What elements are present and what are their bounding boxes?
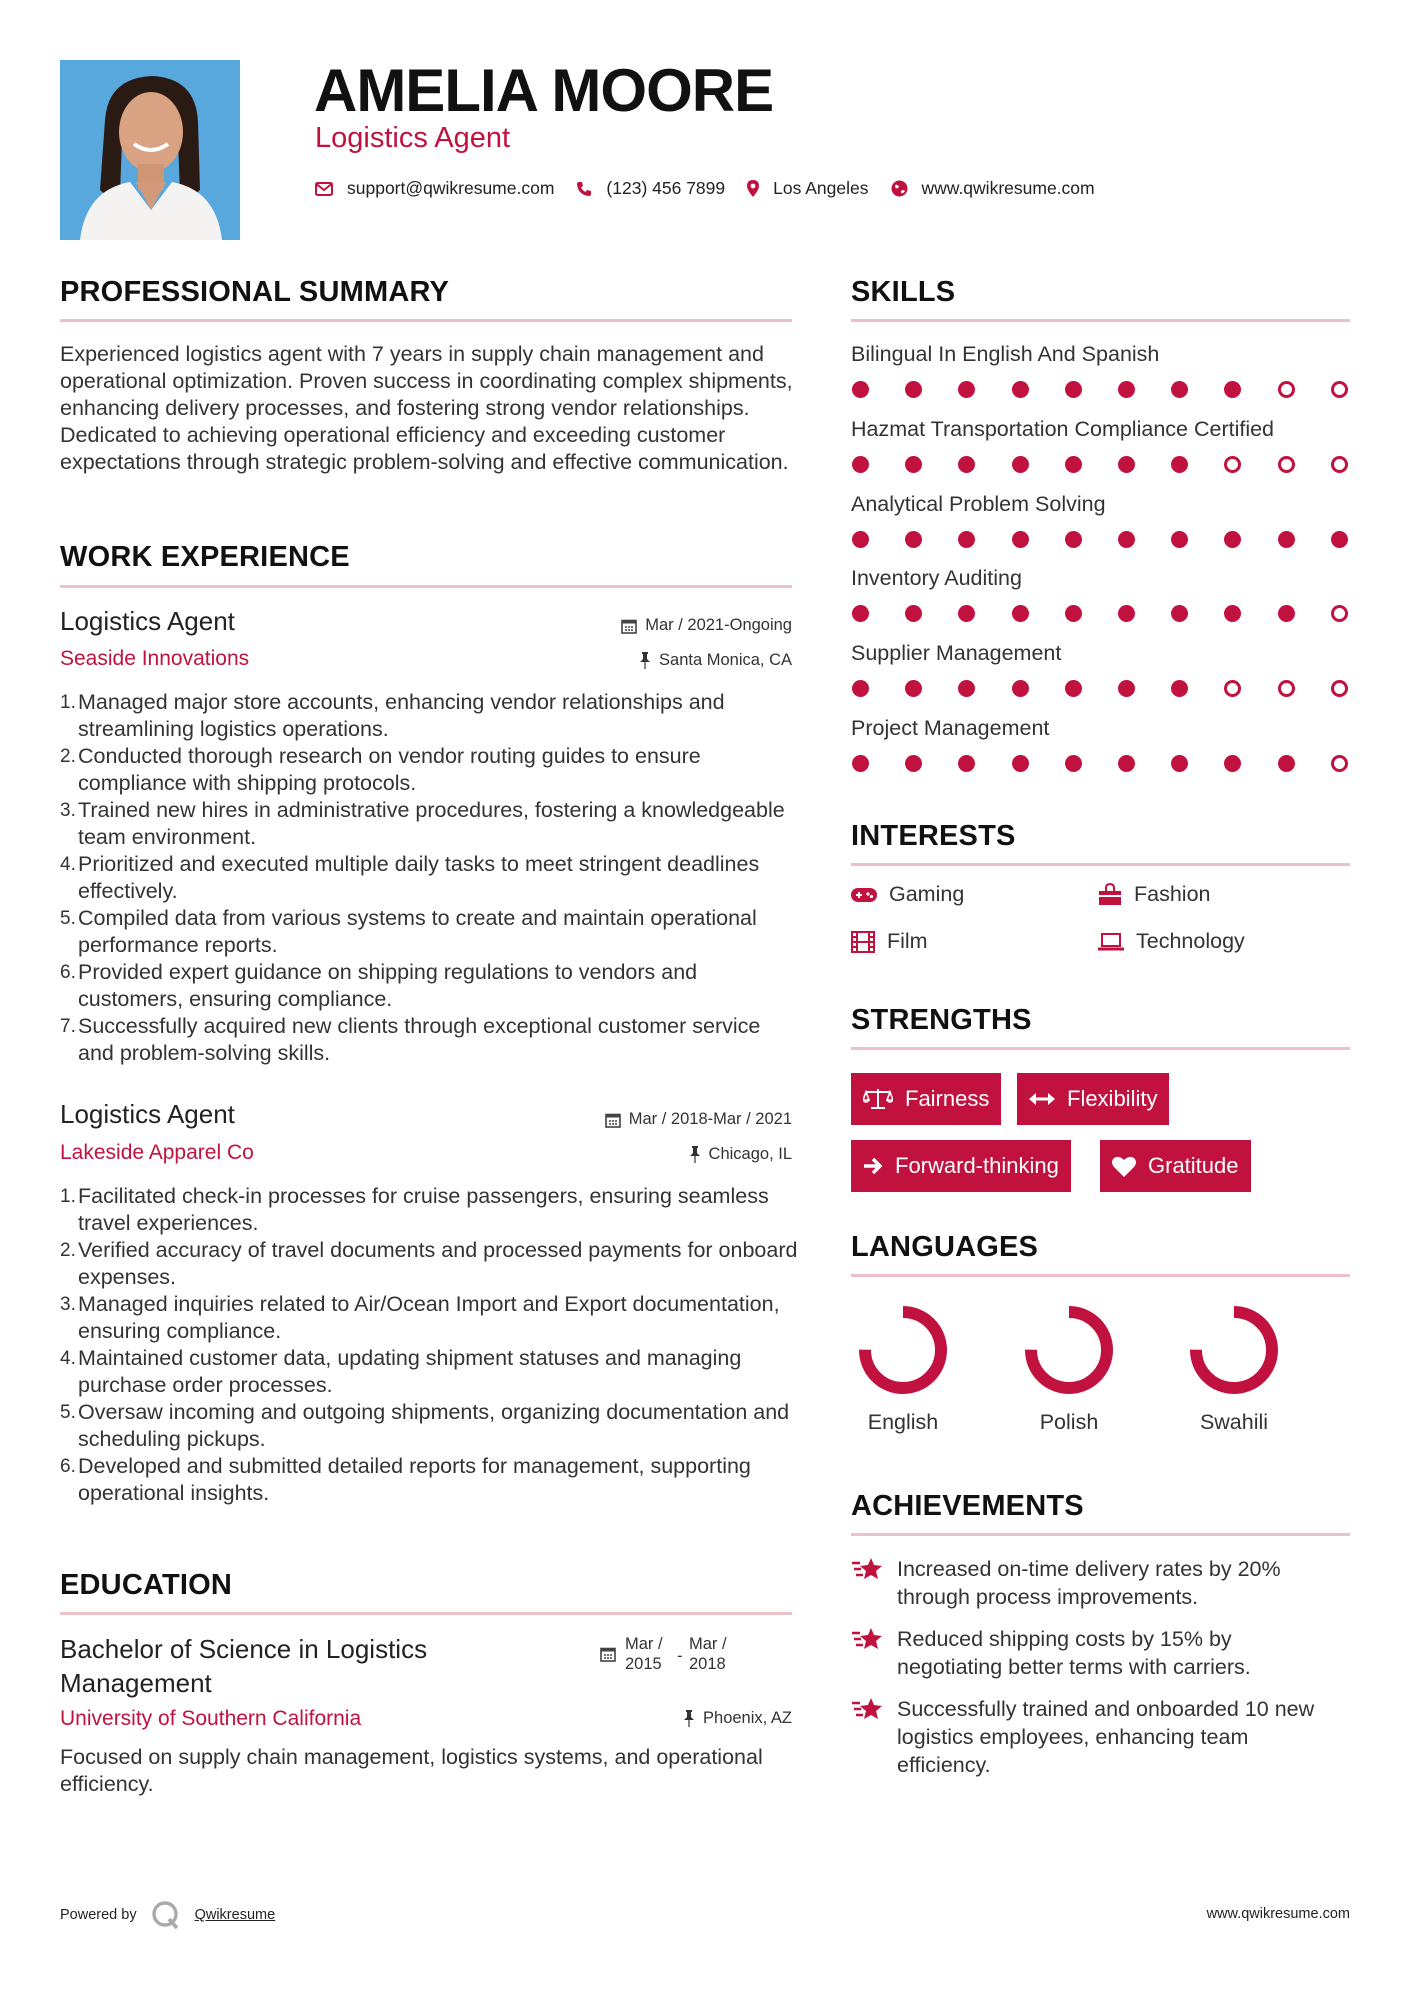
rating-dot-filled (905, 456, 922, 473)
rating-dot-filled (1012, 605, 1029, 622)
list-item: Trained new hires in administrative procedures, fostering a knowledgeable team environment. (78, 798, 785, 849)
rating-dot-filled (1012, 680, 1029, 697)
interest-gaming: Gaming (851, 882, 964, 907)
candidate-title: Logistics Agent (315, 122, 511, 154)
envelope-icon (315, 182, 333, 196)
summary-heading: PROFESSIONAL SUMMARY (60, 276, 450, 308)
rating-dot-filled (905, 381, 922, 398)
rating-dot-filled (1278, 605, 1295, 622)
language-item (1017, 1300, 1137, 1435)
strengths-rule (851, 1047, 1350, 1050)
rating-dot-filled (852, 680, 869, 697)
education-dates (600, 1634, 741, 1674)
rating-dot-filled (1118, 456, 1135, 473)
achievement-item: Successfully trained and onboarded 10 new logistics employees, enhancing team efficiency. (851, 1695, 1337, 1779)
rating-dot-filled (1118, 605, 1135, 622)
rating-dot-filled (1171, 531, 1188, 548)
contact-website[interactable] (891, 178, 1095, 199)
laptop-icon (1098, 933, 1124, 951)
experience-rule (60, 585, 792, 588)
education-rule (60, 1612, 792, 1615)
skill-name: Supplier Management (851, 641, 1062, 666)
rating-dot-filled (905, 531, 922, 548)
achievement-item: Increased on-time delivery rates by 20% through process improvements. (851, 1555, 1337, 1611)
contact-phone[interactable] (576, 178, 725, 199)
rating-dot-empty (1331, 456, 1348, 473)
strength-tag: Forward-thinking (851, 1140, 1071, 1192)
contact-location (747, 178, 868, 199)
language-level-arc (865, 1312, 941, 1388)
skills-rule (851, 319, 1350, 322)
rating-dot-empty (1331, 605, 1348, 622)
list-item: Compiled data from various systems to create and maintain operational performance reports. (78, 906, 757, 957)
job-title: Logistics Agent (60, 606, 235, 636)
rating-dot-filled (1278, 531, 1295, 548)
list-item: Maintained customer data, updating shipment statuses and managing purchase order processes. (78, 1346, 742, 1397)
company-name: Lakeside Apparel Co (60, 1141, 254, 1164)
footer-powered-by: Powered by Qwikresume (60, 1900, 275, 1930)
rating-dot-filled (1012, 531, 1029, 548)
rating-dot-filled (1118, 381, 1135, 398)
rating-dot-filled (1012, 755, 1029, 772)
calendar-icon (605, 1112, 621, 1128)
achievements-heading: ACHIEVEMENTS (851, 1490, 1084, 1522)
strength-tag: Gratitude (1100, 1140, 1251, 1192)
rating-dot-filled (1224, 381, 1241, 398)
list-item: Managed inquiries related to Air/Ocean Import and Export documentation, ensuring compliance. (78, 1292, 780, 1343)
skill-rating (852, 605, 1348, 622)
rating-dot-empty (1331, 755, 1348, 772)
language-name: Polish (1039, 1410, 1099, 1434)
degree-title: Bachelor of Science in Logistics Management (60, 1634, 428, 1698)
rating-dot-filled (958, 680, 975, 697)
skill-rating (852, 531, 1348, 548)
achievements-rule (851, 1533, 1350, 1536)
skills-heading: SKILLS (851, 276, 956, 308)
language-item (851, 1300, 971, 1435)
summary-rule (60, 319, 792, 322)
skill-name: Analytical Problem Solving (851, 491, 1106, 516)
heart-icon (1112, 1156, 1136, 1177)
education-description: Focused on supply chain management, logistics systems, and operational efficiency. (60, 1745, 763, 1796)
language-name: English (867, 1410, 939, 1434)
rating-dot-filled (958, 605, 975, 622)
language-level-ring (1017, 1300, 1137, 1400)
map-marker-icon (747, 180, 759, 197)
strength-tag: Flexibility (1017, 1073, 1169, 1125)
contact-bar (315, 178, 1117, 199)
interest-film: Film (851, 929, 928, 954)
footer-url[interactable]: www.qwikresume.com (1206, 1906, 1350, 1922)
interest-fashion: Fashion (1098, 882, 1211, 907)
list-item: Developed and submitted detailed reports for management, supporting operational insights. (78, 1454, 751, 1505)
skill-rating (852, 680, 1348, 697)
rating-dot-filled (1171, 605, 1188, 622)
star-trail-icon (851, 1625, 883, 1653)
arrows-horizontal-icon (1029, 1092, 1055, 1106)
star-trail-icon (851, 1695, 883, 1723)
list-item: Successfully acquired new clients through exceptional customer service and problem-solving skills. (78, 1014, 761, 1065)
rating-dot-filled (1065, 680, 1082, 697)
strength-tag: Fairness (851, 1073, 1001, 1125)
phone-icon (576, 181, 592, 197)
rating-dot-filled (1065, 381, 1082, 398)
language-level-arc (1031, 1312, 1107, 1388)
job-dates: Mar / 2018-Mar / 2021 (480, 1110, 792, 1129)
skill-name: Bilingual In English And Spanish (851, 342, 1160, 366)
calendar-icon (621, 618, 637, 634)
star-trail-icon (851, 1555, 883, 1583)
rating-dot-empty (1331, 381, 1348, 398)
rating-dot-filled (958, 755, 975, 772)
rating-dot-filled (1171, 680, 1188, 697)
language-level-ring (1182, 1300, 1302, 1400)
rating-dot-filled (1012, 456, 1029, 473)
languages-heading: LANGUAGES (851, 1231, 1039, 1263)
summary-text: Experienced logistics agent with 7 years in supply chain management and operational optimization. Proven success in coordinating complex shipments, enhancing delivery processes, and fostering strong vendor relationships. Dedicated to achieving operational efficiency and exceeding customer expectations through strategic problem-solving and effective communication. (60, 342, 793, 474)
rating-dot-filled (1224, 531, 1241, 548)
rating-dot-filled (1118, 680, 1135, 697)
rating-dot-filled (852, 456, 869, 473)
globe-icon (891, 180, 908, 197)
rating-dot-empty (1331, 680, 1348, 697)
school-name: University of Southern California (60, 1707, 362, 1730)
education-heading: EDUCATION (60, 1569, 233, 1601)
phone-text: (123) 456 7899 (606, 178, 726, 198)
rating-dot-filled (1171, 456, 1188, 473)
rating-dot-empty (1278, 456, 1295, 473)
rating-dot-filled (905, 680, 922, 697)
pushpin-icon (683, 1710, 695, 1727)
rating-dot-empty (1224, 456, 1241, 473)
rating-dot-empty (1278, 680, 1295, 697)
languages-rule (851, 1274, 1350, 1277)
job-bullets (60, 689, 800, 1067)
rating-dot-filled (852, 531, 869, 548)
candidate-name: AMELIA MOORE (314, 57, 774, 124)
job-title: Logistics Agent (60, 1099, 235, 1129)
strengths-heading: STRENGTHS (851, 1004, 1032, 1036)
rating-dot-empty (1224, 680, 1241, 697)
rating-dot-filled (1065, 755, 1082, 772)
language-item (1182, 1300, 1302, 1435)
rating-dot-filled (958, 456, 975, 473)
rating-dot-filled (905, 755, 922, 772)
skill-name: Project Management (851, 716, 1050, 740)
skill-rating (852, 381, 1348, 398)
language-name: Swahili (1199, 1410, 1269, 1434)
job-dates: Mar / 2021-Ongoing (480, 616, 792, 635)
list-item: Verified accuracy of travel documents and processed payments for onboard expenses. (78, 1238, 798, 1289)
education-start: Mar / 2015 (625, 1635, 663, 1673)
language-level-arc (1196, 1312, 1272, 1388)
balance-scale-icon (863, 1088, 893, 1110)
pushpin-icon (689, 1146, 701, 1163)
rating-dot-filled (1065, 605, 1082, 622)
rating-dot-filled (1118, 531, 1135, 548)
language-level-ring (851, 1300, 971, 1400)
shopping-bag-icon (1098, 883, 1122, 907)
rating-dot-filled (1278, 755, 1295, 772)
rating-dot-filled (958, 531, 975, 548)
interests-heading: INTERESTS (851, 820, 1016, 852)
rating-dot-filled (905, 605, 922, 622)
experience-heading: WORK EXPERIENCE (60, 541, 350, 573)
location-text: Los Angeles (773, 178, 869, 198)
list-item: Facilitated check-in processes for cruise passengers, ensuring seamless travel experiences. (78, 1184, 769, 1235)
brand-link[interactable]: Qwikresume (194, 1907, 276, 1923)
arrow-right-icon (863, 1157, 883, 1175)
list-item: Conducted thorough research on vendor routing guides to ensure compliance with shipping protocols. (78, 744, 701, 795)
contact-email[interactable] (315, 178, 554, 199)
skill-rating (852, 755, 1348, 772)
education-end: Mar / 2018 (689, 1635, 727, 1673)
email-text: support@qwikresume.com (347, 178, 555, 198)
rating-dot-filled (1065, 456, 1082, 473)
rating-dot-filled (1331, 531, 1348, 548)
list-item: Managed major store accounts, enhancing vendor relationships and streamlining logistics operations. (78, 690, 725, 741)
skill-name: Hazmat Transportation Compliance Certified (851, 416, 1275, 441)
education-location: Phoenix, AZ (480, 1709, 792, 1728)
rating-dot-empty (1278, 381, 1295, 398)
job-location: Chicago, IL (480, 1145, 792, 1164)
achievement-item: Reduced shipping costs by 15% by negotiating better terms with carriers. (851, 1625, 1337, 1681)
list-item: Prioritized and executed multiple daily tasks to meet stringent deadlines effectively. (78, 852, 760, 903)
interests-rule (851, 863, 1350, 866)
calendar-icon (600, 1646, 616, 1662)
rating-dot-filled (852, 755, 869, 772)
profile-photo (60, 60, 240, 240)
rating-dot-filled (1065, 531, 1082, 548)
rating-dot-filled (852, 605, 869, 622)
job-location: Santa Monica, CA (480, 651, 792, 670)
date-dash: - (677, 1647, 683, 1665)
list-item: Provided expert guidance on shipping regulations to vendors and customers, ensuring compliance. (78, 960, 698, 1011)
rating-dot-filled (1171, 381, 1188, 398)
skill-rating (852, 456, 1348, 473)
rating-dot-filled (958, 381, 975, 398)
rating-dot-filled (852, 381, 869, 398)
pushpin-icon (639, 652, 651, 669)
gamepad-icon (851, 887, 877, 903)
company-name: Seaside Innovations (60, 647, 250, 670)
rating-dot-filled (1224, 755, 1241, 772)
website-text: www.qwikresume.com (921, 178, 1095, 198)
list-item: Oversaw incoming and outgoing shipments, organizing documentation and scheduling pickups. (78, 1400, 790, 1451)
interest-technology: Technology (1098, 929, 1245, 954)
rating-dot-filled (1171, 755, 1188, 772)
rating-dot-filled (1224, 605, 1241, 622)
film-icon (851, 931, 875, 953)
rating-dot-filled (1012, 381, 1029, 398)
job-bullets (60, 1183, 800, 1507)
qwikresume-logo-icon (151, 1900, 181, 1930)
skill-name: Inventory Auditing (851, 566, 1022, 591)
rating-dot-filled (1118, 755, 1135, 772)
